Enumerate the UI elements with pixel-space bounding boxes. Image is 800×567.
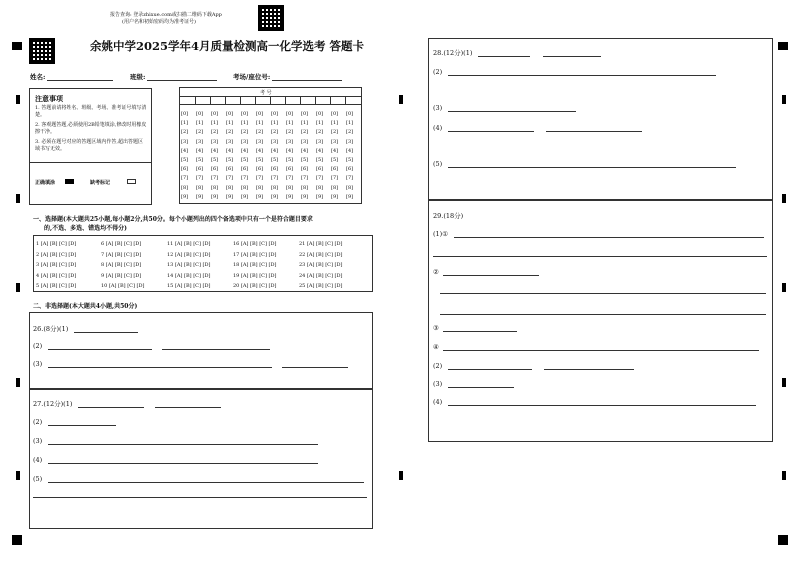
exam-digit-bubble[interactable]: [0] — [211, 111, 219, 117]
exam-digit-bubble[interactable]: [0] — [331, 111, 339, 117]
room-field[interactable] — [233, 72, 342, 81]
exam-digit-bubble[interactable]: [6] — [181, 166, 189, 173]
exam-digit-bubble[interactable]: [5] — [331, 157, 339, 163]
q27-p4-label: (4) — [33, 456, 43, 464]
exam-digit-bubble[interactable]: [3] — [211, 138, 219, 145]
exam-digit-bubble[interactable]: [5] — [256, 157, 264, 163]
q26-part1[interactable] — [33, 324, 138, 333]
page-title: 余姚中学2025学年4月质量检测高一化学选考 答题卡 — [90, 39, 365, 53]
exam-digit-bubble[interactable]: [7] — [196, 175, 204, 182]
exam-digit-bubble[interactable]: [0] — [301, 111, 309, 117]
timing-mark — [782, 95, 786, 104]
choice-question-row[interactable]: 19 [A] [B] [C] [D] — [233, 272, 277, 279]
section1-title: 一、选择题(本大题共25小题,每小题2分,共50分。每个小题列出的四个备选项中只有一个是符合题目要求 — [33, 216, 313, 223]
section2-title: 二、非选择题(本大题共4小题,共50分) — [33, 303, 138, 310]
qr-code-icon — [258, 5, 284, 31]
exam-digit-bubble[interactable]: [2] — [211, 129, 219, 136]
choice-question-row[interactable]: 13 [A] [B] [C] [D] — [167, 262, 211, 268]
exam-digit-bubble[interactable]: [4] — [301, 147, 309, 154]
q27-extra-line[interactable] — [33, 497, 367, 498]
exam-digit-bubble[interactable]: [4] — [286, 147, 294, 154]
exam-digit-bubble[interactable]: [6] — [271, 166, 279, 173]
exam-digit-bubble[interactable]: [3] — [181, 138, 189, 145]
exam-digit-bubble[interactable]: [2] — [241, 129, 249, 136]
exam-digit-bubble[interactable]: [4] — [256, 147, 264, 154]
exam-digit-bubble[interactable]: [3] — [301, 138, 309, 145]
q27-p3-label: (3) — [33, 437, 43, 445]
exam-digit-bubble[interactable]: [1] — [196, 120, 204, 127]
exam-digit-bubble[interactable]: [4] — [181, 147, 189, 154]
q29-p1-extra-line[interactable] — [433, 256, 767, 257]
exam-digit-bubble[interactable]: [8] — [331, 184, 339, 191]
exam-digit-bubble[interactable]: [4] — [241, 147, 249, 154]
q26-label: 26.(8分)(1) — [33, 325, 69, 333]
name-label: 姓名: — [30, 73, 46, 81]
class-field[interactable] — [130, 72, 217, 81]
choice-question-row[interactable]: 1 [A] [B] [C] [D] — [36, 241, 77, 247]
exam-digit-bubble[interactable]: [3] — [316, 138, 324, 145]
q29-p2-label: (2) — [433, 362, 443, 370]
exam-digit-bubble[interactable]: [3] — [256, 138, 264, 145]
exam-digit-bubble[interactable]: [5] — [286, 157, 294, 163]
exam-digit-bubble[interactable]: [8] — [196, 184, 204, 191]
exam-digit-bubble[interactable]: [6] — [316, 166, 324, 173]
q27-part3[interactable] — [33, 437, 318, 445]
q27-part2[interactable] — [33, 418, 116, 426]
choice-question-row[interactable]: 16 [A] [B] [C] [D] — [233, 241, 277, 247]
q29-part4[interactable] — [433, 398, 756, 406]
q28-part3[interactable] — [433, 104, 576, 112]
exam-digit-bubble[interactable]: [5] — [346, 157, 354, 163]
exam-digit-bubble[interactable]: [8] — [211, 184, 219, 191]
q28-part2[interactable] — [433, 68, 716, 76]
exam-digit-bubble[interactable]: [3] — [226, 138, 234, 145]
exam-digit-bubble[interactable]: [7] — [286, 175, 294, 182]
choice-question-row[interactable]: 10 [A] [B] [C] [D] — [101, 283, 145, 289]
exam-digit-bubble[interactable]: [9] — [211, 193, 219, 200]
exam-digit-bubble[interactable]: [4] — [271, 147, 279, 154]
exam-digit-bubble[interactable]: [0] — [241, 111, 249, 117]
exam-digit-bubble[interactable]: [2] — [181, 129, 189, 136]
choice-question-row[interactable]: 3 [A] [B] [C] [D] — [36, 262, 77, 268]
q27-part1[interactable] — [33, 399, 221, 408]
alignment-mark — [12, 42, 22, 50]
exam-digit-bubble[interactable]: [9] — [286, 193, 294, 200]
name-field[interactable] — [30, 72, 113, 81]
q26-part2[interactable] — [33, 342, 270, 350]
timing-mark — [399, 95, 403, 104]
q29-c2-label: ② — [433, 268, 439, 276]
choice-question-row[interactable]: 25 [A] [B] [C] [D] — [299, 283, 343, 289]
timing-mark — [782, 283, 786, 292]
q28-p2-label: (2) — [433, 68, 443, 76]
exam-digit-bubble[interactable]: [1] — [271, 120, 279, 127]
choice-question-row[interactable]: 20 [A] [B] [C] [D] — [233, 283, 277, 289]
exam-digit-bubble[interactable]: [7] — [241, 175, 249, 182]
q29-label: 29.(18分) — [433, 212, 464, 220]
exam-digit-bubble[interactable]: [3] — [346, 138, 354, 145]
timing-mark — [782, 378, 786, 387]
exam-digit-bubble[interactable]: [2] — [331, 129, 339, 136]
q27-p5-label: (5) — [33, 475, 43, 483]
exam-digit-bubble[interactable]: [2] — [286, 129, 294, 136]
exam-digit-bubble[interactable]: [7] — [256, 175, 264, 182]
q29-part2[interactable] — [433, 362, 634, 370]
exam-digit-bubble[interactable]: [0] — [286, 111, 294, 117]
exam-digit-bubble[interactable]: [8] — [301, 184, 309, 191]
exam-digit-bubble[interactable]: [4] — [211, 147, 219, 154]
choice-question-row[interactable]: 14 [A] [B] [C] [D] — [167, 272, 211, 279]
exam-digit-bubble[interactable]: [5] — [316, 157, 324, 163]
exam-digit-bubble[interactable]: [2] — [271, 129, 279, 136]
choice-question-row[interactable]: 24 [A] [B] [C] [D] — [299, 272, 343, 279]
exam-digit-bubble[interactable]: [7] — [346, 175, 354, 182]
exam-digit-bubble[interactable]: [0] — [226, 111, 234, 117]
exam-digit-bubble[interactable]: [9] — [256, 193, 264, 200]
exam-number-label: 考 号 — [260, 90, 272, 96]
exam-digit-bubble[interactable]: [9] — [331, 193, 339, 200]
section1-title-cont: 的,不选、多选、错选均不得分) — [44, 225, 127, 232]
exam-digit-bubble[interactable]: [7] — [271, 175, 279, 182]
q27-p2-label: (2) — [33, 418, 43, 426]
missing-mark-label: 缺考标记 — [90, 180, 111, 186]
exam-digit-bubble[interactable]: [7] — [226, 175, 234, 182]
exam-digit-bubble[interactable]: [4] — [331, 147, 339, 154]
q28-label: 28.(12分)(1) — [433, 49, 473, 57]
exam-digit-bubble[interactable]: [5] — [271, 157, 279, 163]
exam-digit-bubble[interactable]: [5] — [181, 157, 189, 163]
exam-digit-bubble[interactable]: [6] — [301, 166, 309, 173]
alignment-mark — [778, 535, 788, 545]
choice-question-row[interactable]: 12 [A] [B] [C] [D] — [167, 251, 211, 258]
correct-fill-label: 正确填涂 — [35, 180, 56, 186]
exam-digit-bubble[interactable]: [7] — [331, 175, 339, 182]
notes-item: 1. 答题前请将姓名、班级、考场、准考证号填写清楚。 — [35, 105, 147, 118]
q28-p3-label: (3) — [433, 104, 443, 112]
exam-digit-bubble[interactable]: [5] — [241, 157, 249, 163]
exam-digit-bubble[interactable]: [9] — [301, 193, 309, 200]
q28-answer-box — [428, 38, 773, 200]
class-label: 班级: — [130, 73, 146, 81]
exam-digit-bubble[interactable]: [5] — [211, 157, 219, 163]
timing-mark — [16, 471, 20, 480]
exam-digit-bubble[interactable]: [6] — [346, 166, 354, 173]
choice-question-row[interactable]: 9 [A] [B] [C] [D] — [101, 272, 142, 279]
exam-digit-bubble[interactable]: [2] — [301, 129, 309, 136]
timing-mark — [16, 378, 20, 387]
exam-digit-bubble[interactable]: [1] — [241, 120, 249, 127]
exam-digit-bubble[interactable]: [1] — [181, 120, 189, 127]
exam-digit-bubble[interactable]: [7] — [316, 175, 324, 182]
exam-digit-bubble[interactable]: [1] — [346, 120, 354, 127]
exam-digit-bubble[interactable]: [1] — [211, 120, 219, 127]
alignment-mark — [12, 535, 22, 545]
q29-c3-label: ③ — [433, 324, 439, 332]
q29-sub4[interactable] — [433, 343, 759, 351]
qr-code-icon — [29, 38, 55, 64]
alignment-mark — [778, 42, 788, 50]
exam-digit-bubble[interactable]: [0] — [181, 111, 189, 117]
exam-digit-bubble[interactable]: [5] — [226, 157, 234, 163]
notes-title: 注意事项 — [35, 94, 63, 103]
exam-digit-bubble[interactable]: [8] — [271, 184, 279, 191]
exam-digit-bubble[interactable]: [6] — [211, 166, 219, 173]
exam-digit-bubble[interactable]: [6] — [196, 166, 204, 173]
exam-digit-bubble[interactable]: [0] — [271, 111, 279, 117]
report-notice-sub: (用户名和初始密码均为准考证号) — [122, 19, 196, 25]
choice-question-row[interactable]: 5 [A] [B] [C] [D] — [36, 283, 77, 289]
q29-part1[interactable] — [433, 230, 764, 238]
exam-digit-bubble[interactable]: [9] — [196, 193, 204, 200]
choice-question-row[interactable]: 22 [A] [B] [C] [D] — [299, 251, 343, 258]
q27-part4[interactable] — [33, 456, 318, 464]
exam-digit-bubble[interactable]: [4] — [196, 147, 204, 154]
notes-item: 3. 必须在题号对应的答题区域内作答,超出答题区域书写无效。 — [35, 139, 143, 152]
exam-digit-bubble[interactable]: [3] — [286, 138, 294, 145]
exam-digit-bubble[interactable]: [5] — [196, 157, 204, 163]
exam-digit-bubble[interactable]: [0] — [196, 111, 204, 117]
exam-digit-bubble[interactable]: [2] — [346, 129, 354, 136]
exam-digit-bubble[interactable]: [6] — [331, 166, 339, 173]
exam-digit-bubble[interactable]: [1] — [331, 120, 339, 127]
timing-mark — [782, 194, 786, 203]
exam-digit-bubble[interactable]: [6] — [256, 166, 264, 173]
q29-part3[interactable] — [433, 380, 514, 388]
exam-digit-bubble[interactable]: [9] — [181, 193, 189, 200]
exam-digit-bubble[interactable]: [6] — [286, 166, 294, 173]
q28-part4[interactable] — [433, 124, 642, 132]
q27-label: 27.(12分)(1) — [33, 400, 73, 408]
choice-question-row[interactable]: 18 [A] [B] [C] [D] — [233, 262, 277, 268]
timing-mark — [16, 283, 20, 292]
q29-sub2[interactable] — [433, 268, 539, 276]
exam-digit-bubble[interactable]: [9] — [316, 193, 324, 200]
exam-digit-bubble[interactable]: [2] — [226, 129, 234, 136]
q28-part1[interactable] — [433, 48, 601, 57]
notes-item: 2. 客观题答题,必须使用2B铅笔填涂,修改时用橡皮擦干净。 — [35, 122, 147, 135]
exam-digit-bubble[interactable]: [2] — [256, 129, 264, 136]
report-notice: 报告查询: 登录zhixue.com或扫描二维码下载App — [110, 12, 222, 18]
exam-digit-bubble[interactable]: [2] — [316, 129, 324, 136]
exam-digit-bubble[interactable]: [1] — [226, 120, 234, 127]
exam-digit-bubble[interactable]: [1] — [301, 120, 309, 127]
exam-digit-bubble[interactable]: [8] — [286, 184, 294, 191]
q29-p4-label: (4) — [433, 398, 443, 406]
q29-sub2-line[interactable] — [440, 293, 766, 294]
q29-c4-label: ④ — [433, 343, 439, 351]
exam-digit-bubble[interactable]: [8] — [226, 184, 234, 191]
choice-question-row[interactable]: 11 [A] [B] [C] [D] — [167, 241, 211, 247]
exam-digit-bubble[interactable]: [9] — [271, 193, 279, 200]
exam-digit-bubble[interactable]: [2] — [196, 129, 204, 136]
q29-p1-label: (1)① — [433, 230, 449, 238]
choice-question-row[interactable]: 4 [A] [B] [C] [D] — [36, 272, 77, 279]
choice-question-row[interactable]: 6 [A] [B] [C] [D] — [101, 241, 142, 247]
q28-p4-label: (4) — [433, 124, 443, 132]
exam-digit-bubble[interactable]: [3] — [196, 138, 204, 145]
exam-digit-bubble[interactable]: [8] — [241, 184, 249, 191]
exam-digit-bubble[interactable]: [1] — [316, 120, 324, 127]
exam-digit-bubble[interactable]: [9] — [346, 193, 354, 200]
exam-digit-bubble[interactable]: [8] — [256, 184, 264, 191]
q26-part3[interactable] — [33, 360, 348, 368]
exam-digit-bubble[interactable]: [4] — [316, 147, 324, 154]
timing-mark — [782, 471, 786, 480]
q27-part5[interactable] — [33, 475, 364, 483]
exam-digit-bubble[interactable]: [7] — [211, 175, 219, 182]
exam-digit-bubble[interactable]: [6] — [241, 166, 249, 173]
filled-bubble-icon — [65, 179, 74, 184]
exam-digit-bubble[interactable]: [0] — [316, 111, 324, 117]
exam-digit-bubble[interactable]: [1] — [256, 120, 264, 127]
exam-digit-bubble[interactable]: [4] — [226, 147, 234, 154]
q28-part5[interactable] — [433, 160, 736, 168]
choice-question-row[interactable]: 8 [A] [B] [C] [D] — [101, 262, 142, 268]
choice-question-row[interactable]: 2 [A] [B] [C] [D] — [36, 251, 77, 258]
choice-question-row[interactable]: 15 [A] [B] [C] [D] — [167, 283, 211, 289]
exam-digit-bubble[interactable]: [3] — [241, 138, 249, 145]
q29-p3-label: (3) — [433, 380, 443, 388]
exam-digit-bubble[interactable]: [3] — [271, 138, 279, 145]
choice-question-row[interactable]: 23 [A] [B] [C] [D] — [299, 262, 343, 268]
exam-digit-bubble[interactable]: [9] — [226, 193, 234, 200]
choice-question-row[interactable]: 7 [A] [B] [C] [D] — [101, 251, 142, 258]
missing-mark-checkbox[interactable] — [127, 179, 136, 184]
exam-digit-bubble[interactable]: [7] — [301, 175, 309, 182]
timing-mark — [399, 471, 403, 480]
q28-p5-label: (5) — [433, 160, 443, 168]
q26-p3-label: (3) — [33, 360, 43, 368]
exam-digit-bubble[interactable]: [1] — [286, 120, 294, 127]
exam-digit-bubble[interactable]: [5] — [301, 157, 309, 163]
q29-sub2-line[interactable] — [440, 314, 766, 315]
exam-digit-bubble[interactable]: [8] — [346, 184, 354, 191]
choice-question-row[interactable]: 17 [A] [B] [C] [D] — [233, 251, 277, 258]
exam-digit-bubble[interactable]: [0] — [256, 111, 264, 117]
room-label: 考场/座位号: — [233, 73, 271, 81]
exam-digit-bubble[interactable]: [7] — [181, 175, 189, 182]
exam-digit-bubble[interactable]: [8] — [181, 184, 189, 191]
q29-sub3[interactable] — [433, 324, 517, 332]
exam-digit-bubble[interactable]: [6] — [226, 166, 234, 173]
exam-digit-bubble[interactable]: [3] — [331, 138, 339, 145]
exam-digit-bubble[interactable]: [0] — [346, 111, 354, 117]
choice-question-row[interactable]: 21 [A] [B] [C] [D] — [299, 241, 343, 247]
exam-digit-bubble[interactable]: [4] — [346, 147, 354, 154]
exam-digit-bubble[interactable]: [8] — [316, 184, 324, 191]
exam-digit-bubble[interactable]: [9] — [241, 193, 249, 200]
timing-mark — [16, 194, 20, 203]
timing-mark — [16, 95, 20, 104]
q26-p2-label: (2) — [33, 342, 43, 350]
